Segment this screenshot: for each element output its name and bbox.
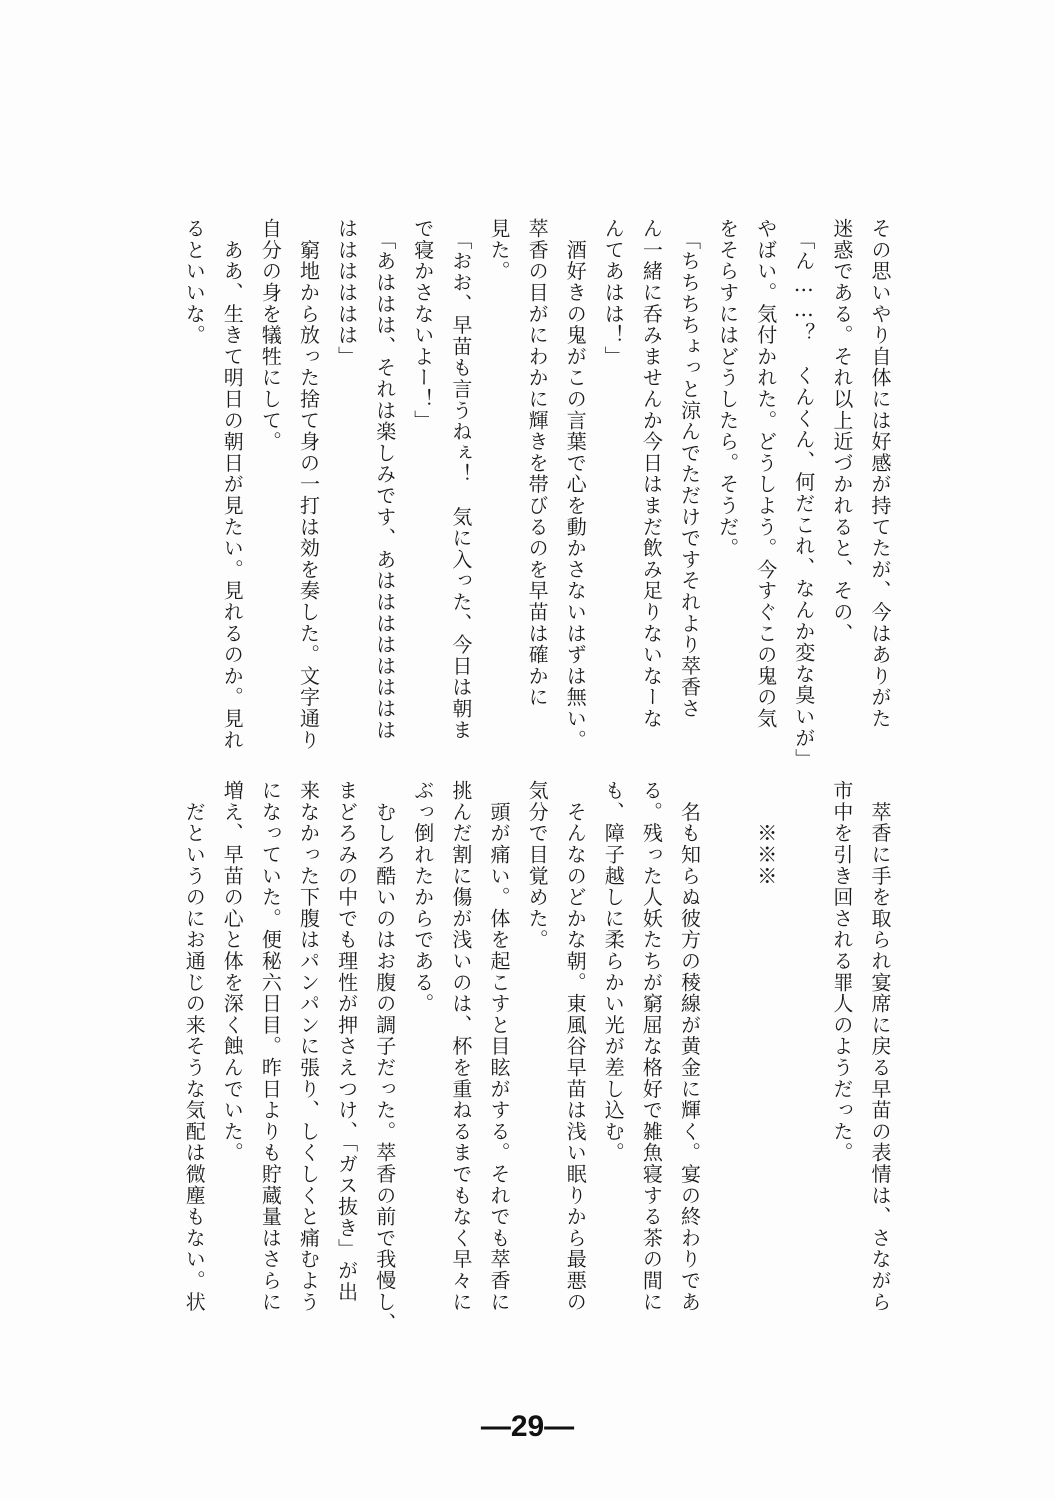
- text-column: むしろ酷いのはお腹の調子だった。萃香の前で我慢し、: [372, 780, 397, 1334]
- text-column: だというのにお通じの来そうな気配は微塵もない。状: [182, 780, 207, 1313]
- text-column: 市中を引き回される罪人のようだった。: [829, 780, 854, 1164]
- text-column: 気分で目覚めた。: [525, 780, 550, 951]
- text-column: その思いやり自体には好感が持てたが、今はありがた: [868, 218, 892, 730]
- text-column: ああ、生きて明日の朝日が見たい。見れるのか。見れ: [220, 218, 245, 751]
- text-column: をそらすにはどうしたら。そうだ。: [715, 218, 740, 559]
- text-column: 酒好きの鬼がこの言葉で心を動かさないはずは無い。: [563, 218, 588, 751]
- text-column: ん一緒に呑みませんか今日はまだ飲み足りないなーな: [639, 218, 664, 730]
- text-column: 「おお、早苗も言うねぇ！ 気に入った、今日は朝ま: [448, 218, 473, 741]
- text-column: る。残った人妖たちが窮屈な格好で雑魚寝する茶の間に: [639, 780, 664, 1313]
- text-column: で寝かさないよー！」: [410, 218, 435, 431]
- text-column: 見た。: [487, 218, 511, 282]
- text-column: 増え、早苗の心と体を深く蝕んでいた。: [220, 780, 245, 1164]
- text-column: 「ちちちちょっと涼んでただけですそれより萃香さ: [677, 218, 702, 720]
- text-column: ぶっ倒れたからである。: [410, 780, 435, 1015]
- text-column: 頭が痛い。体を起こすと目眩がする。それでも萃香に: [487, 780, 511, 1313]
- text-column: 挑んだ割に傷が浅いのは、杯を重ねるまでもなく早々に: [448, 780, 473, 1313]
- text-column: 「ん……？ くんくん、何だこれ、なんか変な臭いが」: [791, 218, 816, 770]
- text-column: んてあはは！」: [601, 218, 626, 368]
- text-column: 迷惑である。それ以上近づかれると、その、: [829, 218, 854, 644]
- section-break: ※※※: [753, 780, 778, 887]
- text-column: 萃香の目がにわかに輝きを帯びるのを早苗は確かに: [525, 218, 550, 708]
- text-column: やばい。気付かれた。どうしよう。今すぐこの鬼の気: [753, 218, 778, 730]
- text-column: 名も知らぬ彼方の稜線が黄金に輝く。宴の終わりであ: [677, 780, 702, 1313]
- text-column: るといいな。: [182, 218, 207, 346]
- page-number: —29—: [480, 1410, 575, 1443]
- text-column: 来なかった下腹はパンパンに張り、しくしくと痛むよう: [296, 780, 321, 1313]
- text-column: 窮地から放った捨て身の一打は効を奏した。文字通り: [296, 218, 321, 751]
- text-column: 萃香に手を取られ宴席に戻る早苗の表情は、さながら: [868, 780, 892, 1313]
- text-column: 自分の身を犠牲にして。: [258, 218, 283, 453]
- text-column: まどろみの中でも理性が押さえつけ、「ガス抜き」が出: [334, 780, 359, 1303]
- text-column: はははははは」: [334, 218, 359, 368]
- text-column: 「あははは、それは楽しみです、あはははははははは: [372, 218, 397, 741]
- text-column: そんなのどかな朝。東風谷早苗は浅い眠りから最悪の: [563, 780, 588, 1313]
- text-column: になっていた。便秘六日目。昨日よりも貯蔵量はさらに: [258, 780, 283, 1313]
- text-column: も、障子越しに柔らかい光が差し込む。: [601, 780, 626, 1164]
